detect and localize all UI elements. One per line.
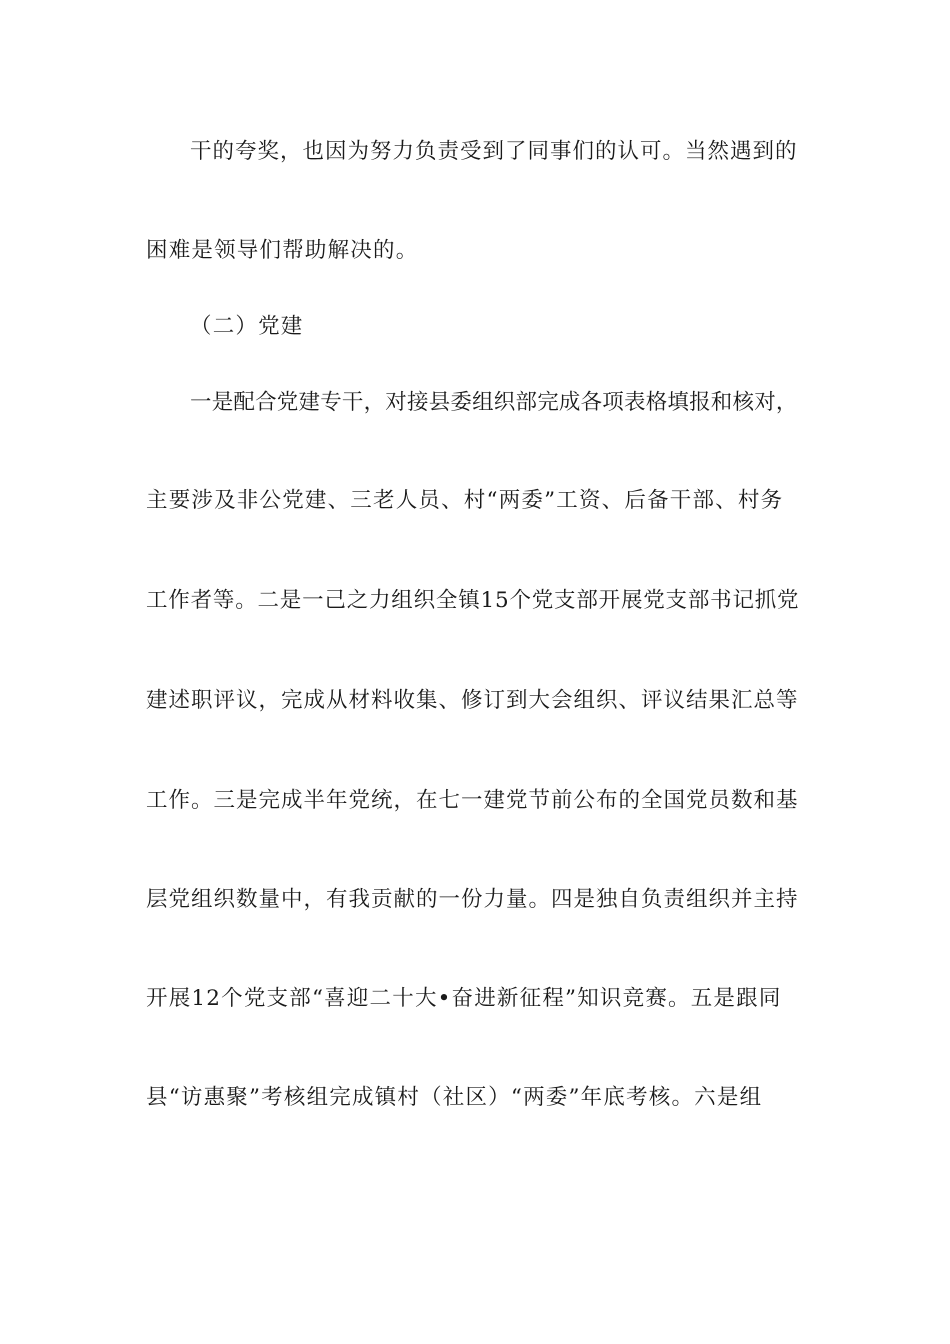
paragraph-line: 县“访惠聚”考核组完成镇村（社区）“两委”年底考核。六是组 (146, 1085, 763, 1110)
paragraph-line: 层党组织数量中，有我贡献的一份力量。四是独自负责组织并主持 (146, 887, 799, 912)
paragraph-line: 工作者等。二是一己之力组织全镇15个党支部开展党支部书记抓党 (146, 588, 800, 613)
paragraph-line: 一是配合党建专干，对接县委组织部完成各项表格填报和核对， (190, 390, 798, 415)
paragraph-line: 主要涉及非公党建、三老人员、村“两委”工资、后备干部、村务 (146, 488, 784, 513)
paragraph-line: 开展12个党支部“喜迎二十大•奋进新征程”知识竞赛。五是跟同 (146, 986, 782, 1011)
paragraph-line: 干的夸奖，也因为努力负责受到了同事们的认可。当然遇到的 (190, 139, 798, 164)
paragraph-line: 建述职评议，完成从材料收集、修订到大会组织、评议结果汇总等 (146, 688, 799, 713)
paragraph-line: 困难是领导们帮助解决的。 (146, 238, 419, 263)
section-heading: （二）党建 (190, 314, 304, 339)
paragraph-line: 工作。三是完成半年党统，在七一建党节前公布的全国党员数和基 (146, 788, 799, 813)
